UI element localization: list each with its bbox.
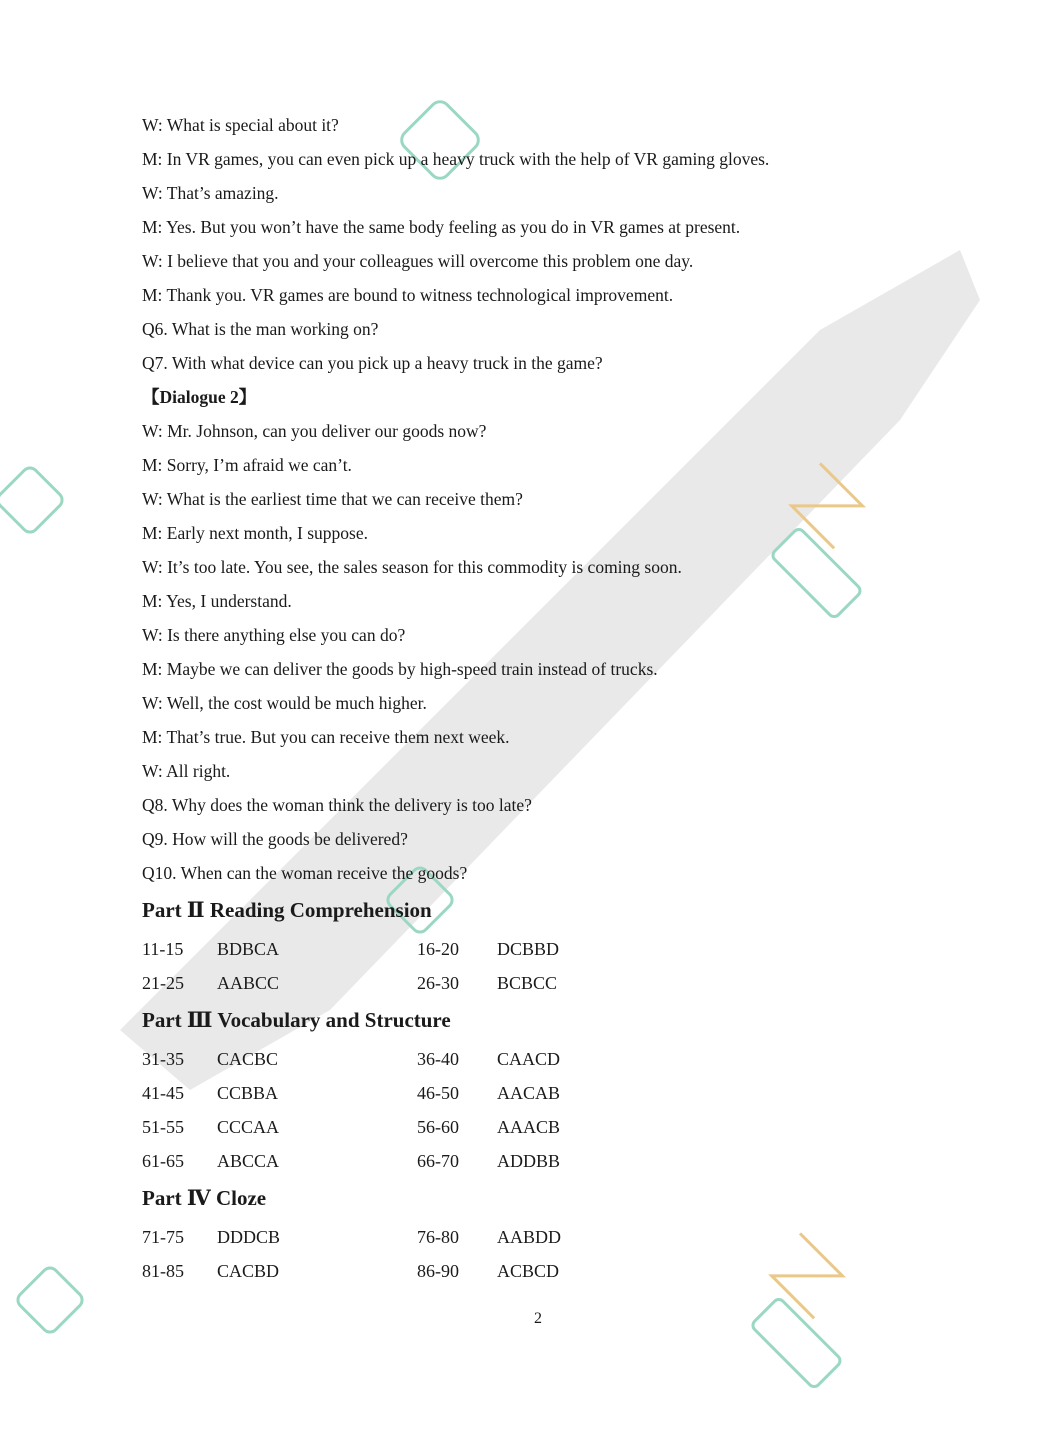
answer-range: 41-45 [142, 1083, 184, 1103]
answer-key: DDDCB [217, 1227, 281, 1247]
answer-key: AAACB [497, 1117, 561, 1137]
answer-range: 81-85 [142, 1261, 184, 1281]
dialogue-line: W: Mr. Johnson, can you deliver our goods now? [142, 421, 487, 441]
answer-key: ADDBB [497, 1151, 561, 1171]
answer-key: CAACD [497, 1049, 561, 1069]
answer-range: 21-25 [142, 973, 184, 993]
answer-key: CCBBA [217, 1083, 279, 1103]
dialogue-line: M: Maybe we can deliver the goods by high-speed train instead of trucks. [142, 659, 658, 679]
answer-key: ACBCD [497, 1261, 560, 1281]
question-line: Q10. When can the woman receive the goods? [142, 863, 468, 883]
answer-key: CCCAA [217, 1117, 280, 1137]
answer-key: CACBD [217, 1261, 280, 1281]
answer-key: DCBBD [497, 939, 560, 959]
question-line: Q6. What is the man working on? [142, 319, 379, 339]
answer-key: ABCCA [217, 1151, 280, 1171]
part-2-section [142, 890, 922, 1000]
question-line: Q9. How will the goods be delivered? [142, 829, 408, 849]
answer-row [142, 966, 922, 1000]
answer-range: 71-75 [142, 1227, 184, 1247]
answer-key: AABDD [497, 1227, 562, 1247]
document-body [142, 108, 922, 1288]
answer-row [142, 1110, 922, 1144]
answer-key: AABCC [217, 973, 280, 993]
answer-range: 61-65 [142, 1151, 184, 1171]
dialogue-line: M: Sorry, I’m afraid we can’t. [142, 455, 352, 475]
dialogue-line: W: Well, the cost would be much higher. [142, 693, 427, 713]
answer-row [142, 1042, 922, 1076]
answer-key: BCBCC [497, 973, 558, 993]
answer-key: AACAB [497, 1083, 561, 1103]
dialogue-line: M: Early next month, I suppose. [142, 523, 369, 543]
dialogue-line: W: That’s amazing. [142, 183, 279, 203]
dialogue-2-heading: 【Dialogue 2】 [142, 387, 257, 407]
dialogue-line: W: What is special about it? [142, 115, 339, 135]
answer-range: 11-15 [142, 939, 184, 959]
page-number: 2 [534, 1310, 542, 1327]
answer-range: 16-20 [417, 939, 459, 959]
part-3-section [142, 1000, 922, 1178]
dialogue-line: W: What is the earliest time that we can receive them? [142, 489, 523, 509]
watermark-logo-left [0, 465, 65, 536]
dialogue-1 [142, 108, 922, 380]
question-line: Q7. With what device can you pick up a heavy truck in the game? [142, 353, 603, 373]
answer-range: 76-80 [417, 1227, 459, 1247]
answer-range: 56-60 [417, 1117, 459, 1137]
answer-range: 51-55 [142, 1117, 184, 1137]
dialogue-line: W: Is there anything else you can do? [142, 625, 406, 645]
answer-key: BDBCA [217, 939, 280, 959]
answer-row [142, 1076, 922, 1110]
answer-range: 46-50 [417, 1083, 459, 1103]
answer-range: 31-35 [142, 1049, 184, 1069]
question-line: Q8. Why does the woman think the delivery is too late? [142, 795, 532, 815]
answer-row [142, 932, 922, 966]
answer-row [142, 1144, 922, 1178]
part-2-heading: Part Ⅱ Reading Comprehension [142, 898, 432, 922]
dialogue-line: M: In VR games, you can even pick up a heavy truck with the help of VR gaming gloves. [142, 149, 770, 169]
dialogue-line: W: I believe that you and your colleagues will overcome this problem one day. [142, 251, 694, 271]
answer-row [142, 1220, 922, 1254]
part-4-heading: Part Ⅳ Cloze [142, 1186, 267, 1210]
answer-key: CACBC [217, 1049, 279, 1069]
dialogue-line: M: Yes. But you won’t have the same body feeling as you do in VR games at present. [142, 217, 741, 237]
answer-range: 36-40 [417, 1049, 459, 1069]
dialogue-2 [142, 380, 922, 890]
dialogue-line: M: That’s true. But you can receive them next week. [142, 727, 510, 747]
answer-range: 26-30 [417, 973, 459, 993]
dialogue-line: W: It’s too late. You see, the sales season for this commodity is coming soon. [142, 557, 682, 577]
dialogue-line: M: Thank you. VR games are bound to witness technological improvement. [142, 285, 674, 305]
part-3-heading: Part Ⅲ Vocabulary and Structure [142, 1008, 451, 1032]
answer-range: 86-90 [417, 1261, 459, 1281]
dialogue-line: M: Yes, I understand. [142, 591, 292, 611]
answer-row [142, 1254, 922, 1288]
dialogue-line: W: All right. [142, 761, 231, 781]
part-4-section [142, 1178, 922, 1288]
answer-range: 66-70 [417, 1151, 459, 1171]
